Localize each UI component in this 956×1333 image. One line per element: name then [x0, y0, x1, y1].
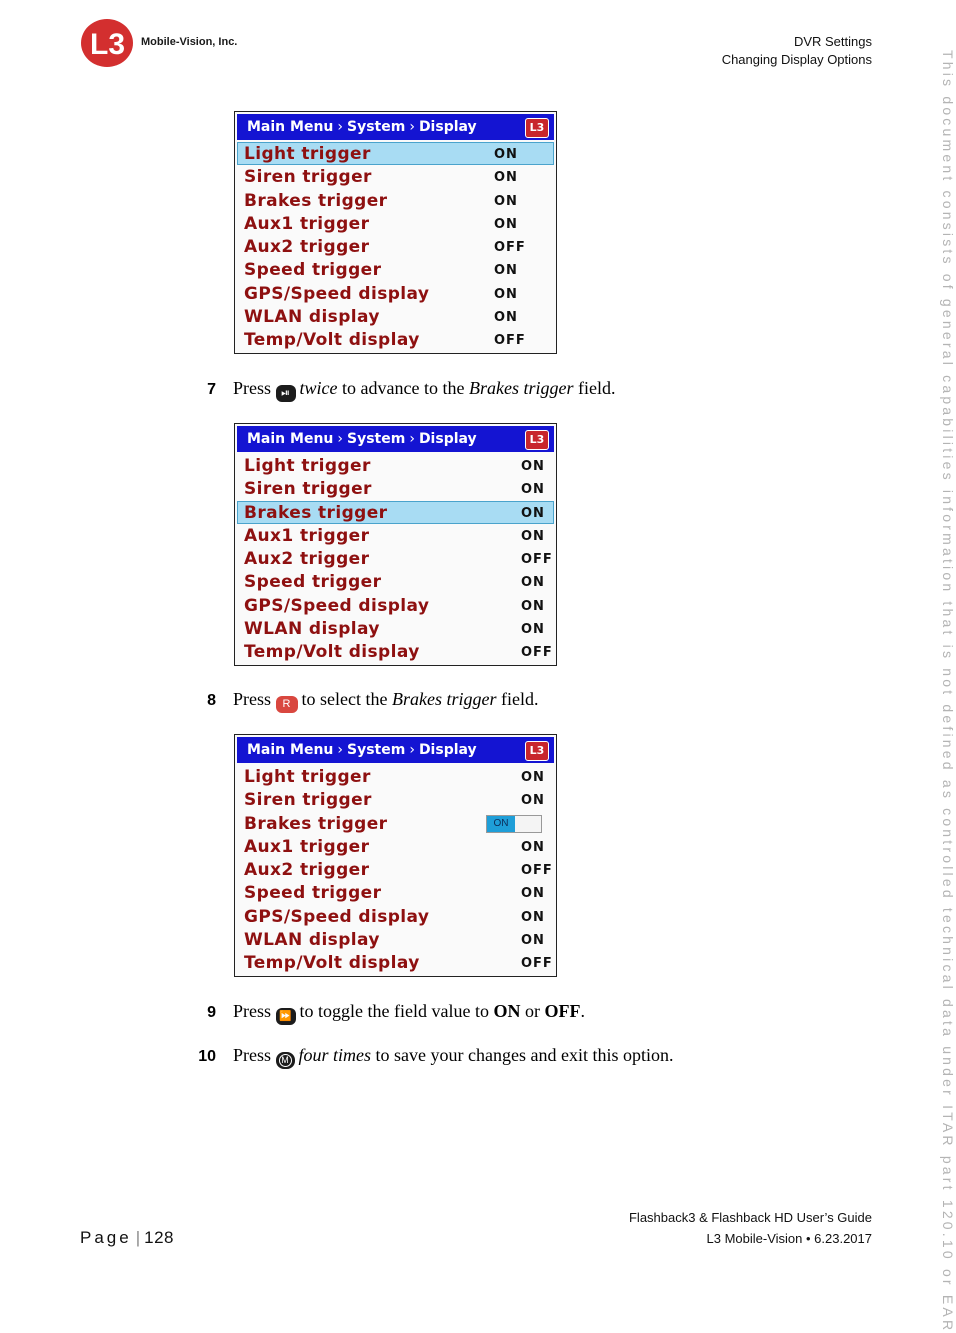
setting-value: ON [521, 505, 545, 521]
setting-value: OFF [521, 956, 553, 972]
setting-value: ON [494, 310, 518, 326]
step-9 [192, 1000, 585, 1025]
step-text: field. [500, 689, 539, 709]
step-text: field. [577, 378, 616, 398]
dvr-screen-1 [234, 111, 557, 354]
breadcrumb-main-menu: Main Menu [247, 431, 334, 447]
page-label: Page [80, 1228, 132, 1247]
l3-badge-icon: L3 [525, 430, 549, 450]
setting-value: OFF [521, 645, 553, 661]
step-text: . [580, 1001, 585, 1021]
chevron-right-icon: › [337, 119, 343, 135]
setting-label: Light trigger [244, 456, 371, 476]
setting-row[interactable] [237, 305, 554, 328]
setting-label: Brakes trigger [244, 502, 388, 523]
step-text: to save your changes and exit this option. [375, 1045, 674, 1065]
setting-label: Siren trigger [244, 167, 372, 188]
setting-label: GPS/Speed display [244, 595, 430, 616]
setting-value: OFF [521, 552, 553, 568]
breadcrumb-display: Display [418, 742, 477, 758]
setting-value: ON [521, 622, 545, 638]
setting-label: GPS/Speed display [244, 283, 430, 304]
setting-label: Speed trigger [244, 260, 382, 281]
setting-label: Brakes trigger [244, 190, 388, 211]
setting-label: Temp/Volt display [244, 642, 420, 663]
breadcrumb-display: Display [418, 119, 477, 135]
setting-label: WLAN display [244, 930, 380, 951]
step-text: or [524, 1001, 540, 1021]
setting-label: Light trigger [244, 144, 371, 164]
setting-label: WLAN display [244, 619, 380, 640]
setting-value: ON [521, 770, 545, 785]
setting-value: ON [494, 263, 518, 279]
step-number: 9 [207, 1004, 216, 1021]
record-button-icon: R [276, 696, 298, 713]
setting-label: Siren trigger [244, 790, 372, 811]
setting-label: Speed trigger [244, 572, 382, 593]
step-field-name: Brakes trigger [391, 689, 497, 709]
screen-titlebar [237, 737, 554, 763]
breadcrumb-display: Display [418, 431, 477, 447]
chevron-right-icon: › [337, 431, 343, 447]
step-7 [192, 377, 615, 402]
play-pause-button-icon: ⏯ [276, 385, 296, 402]
step-number: 10 [198, 1048, 216, 1065]
footer-publisher: L3 Mobile-Vision • 6.23.2017 [706, 1231, 872, 1246]
setting-row[interactable] [237, 501, 554, 524]
step-value-off: OFF [544, 1001, 581, 1021]
setting-row[interactable] [237, 594, 554, 617]
screen-titlebar [237, 426, 554, 452]
itar-notice: This document consists of general capabilities information that is not defined as controlled technical data under ITAR part 120.10 or EAR [940, 50, 956, 1333]
setting-row[interactable] [237, 547, 554, 570]
dvr-screen-3 [234, 734, 557, 977]
screen-titlebar [237, 114, 554, 140]
step-8 [192, 688, 538, 713]
company-name: Mobile-Vision, Inc. [141, 36, 238, 48]
setting-label: Temp/Volt display [244, 330, 420, 351]
chevron-right-icon: › [337, 742, 343, 758]
setting-row[interactable] [237, 524, 554, 547]
setting-row[interactable] [237, 617, 554, 640]
step-emphasis: twice [299, 378, 338, 398]
setting-value: ON [521, 793, 545, 809]
step-text: Press [233, 1001, 272, 1021]
setting-label: Aux2 trigger [244, 860, 370, 881]
setting-row[interactable] [237, 189, 554, 212]
menu-button-glyph: M [279, 1054, 292, 1067]
chevron-right-icon: › [409, 431, 415, 447]
breadcrumb-system: System [347, 742, 406, 758]
step-text: to toggle the field value to [299, 1001, 489, 1021]
setting-label: Temp/Volt display [244, 953, 420, 974]
settings-list [237, 765, 554, 975]
setting-value: ON [521, 909, 545, 925]
setting-row[interactable] [237, 142, 554, 165]
chevron-right-icon: › [409, 742, 415, 758]
setting-label: Brakes trigger [244, 813, 388, 834]
setting-row[interactable] [237, 858, 554, 881]
setting-row[interactable] [237, 235, 554, 258]
step-text: to select the [301, 689, 388, 709]
setting-value: ON [521, 933, 545, 949]
step-text: Press [233, 689, 272, 709]
setting-value: ON [494, 147, 518, 162]
breadcrumb-system: System [347, 119, 406, 135]
breadcrumb-main-menu: Main Menu [247, 119, 334, 135]
menu-button-icon [276, 1052, 295, 1069]
setting-row[interactable] [237, 788, 554, 811]
header-section: DVR Settings [793, 34, 872, 49]
setting-label: GPS/Speed display [244, 906, 430, 927]
step-field-name: Brakes trigger [468, 378, 574, 398]
step-value-on: ON [493, 1001, 521, 1021]
step-text: Press [233, 378, 272, 398]
setting-value: ON [494, 216, 518, 232]
step-number: 7 [207, 381, 216, 398]
setting-label: Aux2 trigger [244, 237, 370, 258]
setting-value: ON [521, 839, 545, 855]
logo-text: L3 [90, 28, 126, 61]
toggle-on-state: ON [487, 816, 515, 832]
setting-value: ON [521, 482, 545, 498]
setting-toggle[interactable] [486, 815, 542, 833]
setting-row[interactable] [237, 765, 554, 788]
setting-label: WLAN display [244, 307, 380, 328]
setting-value: ON [521, 459, 545, 474]
setting-value: OFF [494, 333, 526, 349]
setting-row[interactable] [237, 928, 554, 951]
breadcrumb-system: System [347, 431, 406, 447]
fast-forward-button-icon: ⏩ [276, 1008, 296, 1025]
setting-label: Aux2 trigger [244, 549, 370, 570]
setting-row[interactable] [237, 454, 554, 477]
footer-separator: | [135, 1228, 141, 1247]
dvr-screen-2 [234, 423, 557, 666]
step-10 [192, 1044, 673, 1069]
l3-badge-icon: L3 [525, 118, 549, 138]
setting-row[interactable] [237, 328, 554, 351]
setting-value: ON [521, 598, 545, 614]
setting-row[interactable] [237, 212, 554, 235]
setting-row[interactable] [237, 165, 554, 188]
l3-badge-icon: L3 [525, 741, 549, 761]
step-text: to advance to the [342, 378, 465, 398]
page-number-value: 128 [144, 1228, 174, 1247]
l3-logo [80, 18, 136, 68]
setting-value: OFF [494, 240, 526, 256]
breadcrumb-main-menu: Main Menu [247, 742, 334, 758]
setting-value: ON [521, 528, 545, 544]
setting-label: Aux1 trigger [244, 525, 370, 546]
step-emphasis: four times [298, 1045, 372, 1065]
chevron-right-icon: › [409, 119, 415, 135]
setting-label: Aux1 trigger [244, 213, 370, 234]
setting-value: ON [521, 886, 545, 902]
footer-guide-title: Flashback3 & Flashback HD User’s Guide [628, 1210, 872, 1225]
step-text: Press [233, 1045, 272, 1065]
setting-row[interactable] [237, 905, 554, 928]
header-subsection: Changing Display Options [721, 52, 872, 67]
step-number: 8 [207, 692, 216, 709]
setting-value: ON [494, 286, 518, 302]
setting-value: OFF [521, 863, 553, 879]
setting-row[interactable] [237, 282, 554, 305]
setting-label: Speed trigger [244, 883, 382, 904]
page-number [80, 1228, 174, 1248]
setting-label: Aux1 trigger [244, 836, 370, 857]
setting-value: ON [521, 575, 545, 591]
setting-value: ON [494, 170, 518, 186]
setting-row[interactable] [237, 477, 554, 500]
setting-value: ON [494, 193, 518, 209]
setting-row[interactable] [237, 570, 554, 593]
setting-row[interactable] [237, 812, 554, 835]
setting-row[interactable] [237, 881, 554, 904]
setting-row[interactable] [237, 258, 554, 281]
settings-list [237, 454, 554, 664]
setting-row[interactable] [237, 640, 554, 663]
setting-row[interactable] [237, 835, 554, 858]
setting-row[interactable] [237, 951, 554, 974]
settings-list [237, 142, 554, 352]
setting-label: Siren trigger [244, 479, 372, 500]
setting-label: Light trigger [244, 767, 371, 787]
